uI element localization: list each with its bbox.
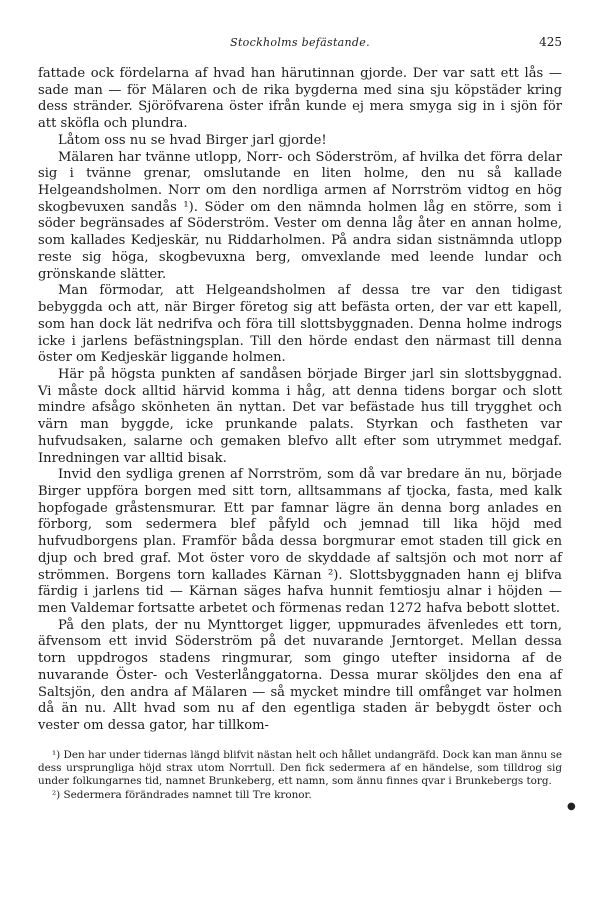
paragraph: fattade ock fördelarna af hvad han härutinnan gjorde. Der var satt ett lås — sade man — för Mälaren och de rika bygderna med sina sju köpstäder kring dess stränder. Sjöröfvarena öster ifrån kunde ej mera smyga sig in i sjön för att sköfla och plundra. (38, 66, 562, 132)
book-page (38, 34, 562, 802)
running-title: Stockholms befästande. (230, 36, 370, 49)
running-head (38, 34, 562, 54)
paragraph: Mälaren har tvänne utlopp, Norr- och Söderström, af hvilka det förra delar sig i tvänne grenar, omslutande en liten holme, den nu så kallade Helgeandsholmen. Norr om den nordliga armen af Norrström vidtog en hög skogbevuxen sandås ¹). Söder om den nämnda holmen låg en större, som i söder begränsades af Söderström. Vester om denna låg åter en annan holme, som kallades Kedjeskär, nu Riddarholmen. På andra sidan sistnämnda utlopp reste sig höga, skogbevuxna berg, omvexlande med leende lundar och grönskande slätter. (38, 149, 562, 282)
paragraph: Man förmodar, att Helgeandsholmen af dessa tre var den tidigast bebyggda och att, när Birger företog sig att befästa orten, der var ett kapell, som han dock lät nedrifva och föra till slottsbyggnaden. Denna holme indrogs icke i jarlens befästningsplan. Till den hörde endast den närmast till denna öster om Kedjeskär liggande holmen. (38, 283, 562, 366)
page-number: 425 (539, 35, 562, 49)
paragraph: Låtom oss nu se hvad Birger jarl gjorde! (58, 132, 327, 148)
paragraph: Här på högsta punkten af sandåsen började Birger jarl sin slottsbyggnad. Vi måste dock alltid härvid komma i håg, att denna tidens borgar och slott mindre afsågo skönheten än nyttan. Det var befästade hus till trygghet och värn man byggde, icke prunkande palats. Styrkan och fastheten var hufvudsaken, salarne och gemaken blefvo allt efter som utrymmet medgaf. Inredningen var alltid bisak. (38, 366, 562, 466)
paragraph: Invid den sydliga grenen af Norrström, som då var bredare än nu, började Birger uppföra borgen med sitt torn, alltsammans af tjocka, fasta, med kalk hopfogade gråstensmurar. Ett par famnar lägre än denna borg anlades en förborg, som sedermera blef påfyld och jemnad till lika höjd med hufvudborgens plan. Framför båda dessa borgmurar emot staden till gick en djup och bred graf. Mot öster voro de skyddade af saltsjön och mot norr af strömmen. Borgens torn kallades Kärnan ²). Slottsbyggnaden hann ej blifva färdig i jarlens tid — Kärnan säges hafva hunnit femtiosju alnar i höjden — men Valdemar fortsatte arbetet och förmenas redan 1272 hafva bebott slottet. (38, 467, 562, 616)
body-text (38, 66, 562, 735)
margin-dot-mark: ● (567, 801, 576, 812)
paragraph: På den plats, der nu Mynttorget ligger, uppmurades äfvenledes ett torn, äfvensom ett invid Söderström på det nuvarande Jerntorget. Mellan dessa torn uppdrogos stadens ringmurar, som gingo utefter insidorna af de nuvarande Öster- och Vesterlånggatorna. Dessa murar sköljdes den ena af Saltsjön, den andra af Mälaren — så mycket mindre till omfånget var holmen då än nu. Allt hvad som nu af den egentliga staden är bebygdt öster och vester om dessa gator, har tillkom- (38, 617, 562, 734)
footnotes (38, 749, 562, 802)
footnote: ¹) Den har under tidernas längd blifvit nästan helt och hållet undangräfd. Dock kan man ännu se dess ursprungliga höjd strax utom Norrtull. Den fick sedermera af en händelse, som tilldrog sig under folkungarnes tid, namnet Brunkeberg, ett namn, som ännu finnes qvar i Brunkebergs torg. (38, 748, 562, 788)
footnote: ²) Sedermera förändrades namnet till Tre kronor. (52, 788, 312, 801)
